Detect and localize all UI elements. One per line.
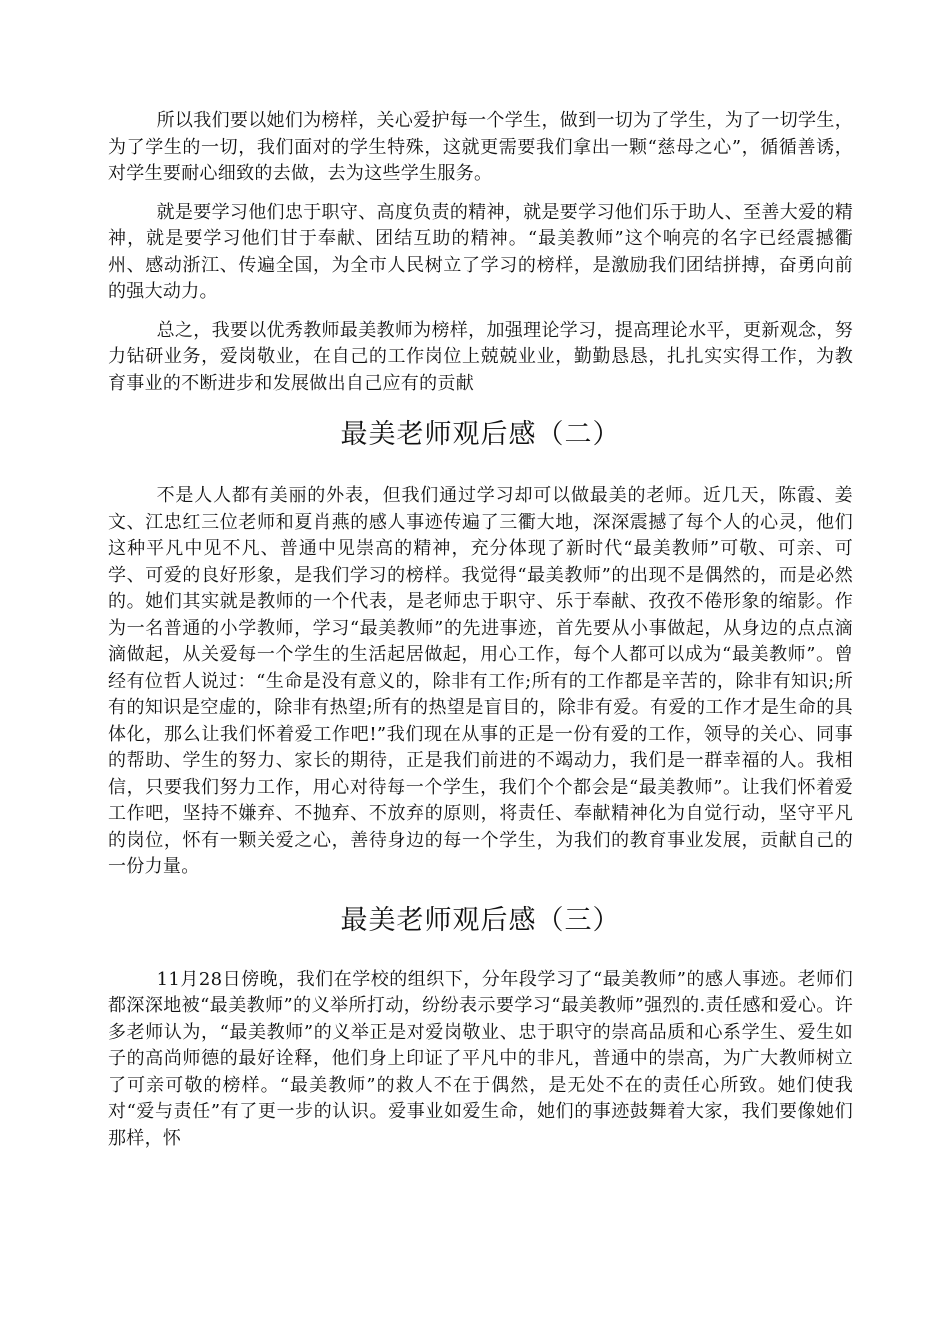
paragraph-section-three: 11月28日傍晚，我们在学校的组织下，分年段学习了“最美教师”的感人事迹。老师们都深深地被“最美教师”的义举所打动，纷纷表示要学习“最美教师”强烈的.责任感和爱心。许多老师认为，“最美教师”的义举正是对爱岗敬业、忠于职守的崇高品质和心系学生、爱生如子的高尚师德的最好诠释，他们身上印证了平凡中的非凡，普通中的崇高，为广大教师树立了可亲可敬的榜样。“最美教师”的救人不在于偶然，是无处不在的责任心所致。她们使我对“爱与责任”有了更一步的认识。爱事业如爱生命，她们的事迹鼓舞着大家，我们要像她们那样，怀 [108, 968, 853, 1149]
paragraph-role-model: 所以我们要以她们为榜样，关心爱护每一个学生，做到一切为了学生，为了一切学生，为了学生的一切，我们面对的学生特殊，这就更需要我们拿出一颗“慈母之心”，循循善诱，对学生要耐心细致的去做，去为这些学生服务。 [108, 110, 853, 184]
section-heading-two: 最美老师观后感（二） [340, 419, 621, 450]
paragraph-section-two: 不是人人都有美丽的外表，但我们通过学习却可以做最美的老师。近几天，陈霞、姜文、江忠红三位老师和夏肖燕的感人事迹传遍了三衢大地，深深震撼了每个人的心灵，他们这种平凡中见不凡、普通中见崇高的精神，充分体现了新时代“最美教师”可敬、可亲、可学、可爱的良好形象，是我们学习的榜样。我觉得“最美教师”的出现不是偶然的，而是必然的。她们其实就是教师的一个代表，是老师忠于职守、乐于奉献、孜孜不倦形象的缩影。作为一名普通的小学教师，学习“最美教师”的先进事迹，首先要从小事做起，从身边的点点滴滴做起，从关爱每一个学生的生活起居做起，用心工作，每个人都可以成为“最美教师”。曾经有位哲人说过：“生命是没有意义的，除非有工作;所有的工作都是辛苦的，除非有知识;所有的知识是空虚的，除非有热望;所有的热望是盲目的，除非有爱。有爱的工作才是生命的具体化，那么让我们怀着爱工作吧!”我们现在从事的正是一份有爱的工作，领导的关心、同事的帮助、学生的努力、家长的期待，正是我们前进的不竭动力，我们是一群幸福的人。我相信，只要我们努力工作，用心对待每一个学生，我们个个都会是“最美教师”。让我们怀着爱工作吧，坚持不嫌弃、不抛弃、不放弃的原则，将责任、奉献精神化为自觉行动，坚守平凡的岗位，怀有一颗关爱之心，善待身边的每一个学生，为我们的教育事业发展，贡献自己的一份力量。 [108, 485, 853, 877]
document-page [108, 108, 853, 1152]
paragraph-learn-spirit: 就是要学习他们忠于职守、高度负责的精神，就是要学习他们乐于助人、至善大爱的精神，就是要学习他们甘于奉献、团结互助的精神。“最美教师”这个响亮的名字已经震撼衢州、感动浙江、传遍全国，为全市人民树立了学习的榜样，是激励我们团结拼搏，奋勇向前的强大动力。 [108, 201, 853, 302]
section-heading-three: 最美老师观后感（三） [340, 904, 621, 936]
paragraph-conclusion: 总之，我要以优秀教师最美教师为榜样，加强理论学习，提高理论水平，更新观念，努力钻研业务，爱岗敬业，在自己的工作岗位上兢兢业业，勤勤恳恳，扎扎实实得工作，为教育事业的不断进步和发展做出自己应有的贡献 [108, 319, 853, 394]
